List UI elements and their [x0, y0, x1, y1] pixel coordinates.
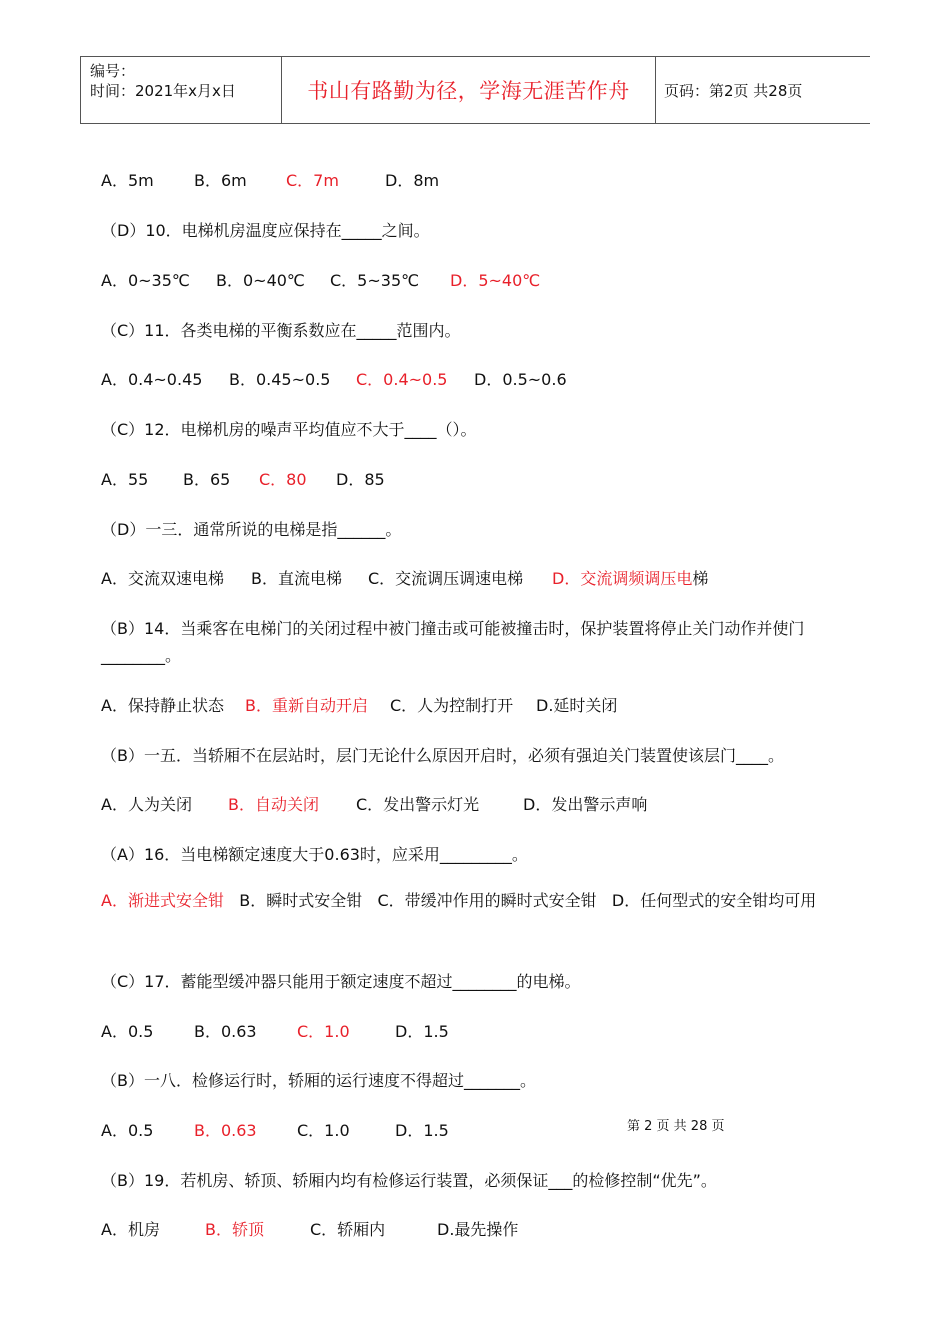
option-c: C．1.0	[297, 1121, 350, 1140]
option-b: B．0.63	[194, 1022, 257, 1041]
header-motto-cell	[282, 57, 656, 123]
option-a: A．保持静止状态	[101, 696, 224, 715]
question-stem-q11: （C）11．各类电梯的平衡系数应在_____范围内。	[101, 321, 461, 340]
option-c-answer: C．80	[259, 470, 307, 489]
options-q13	[101, 566, 708, 589]
options-q17	[101, 1019, 449, 1042]
option-d: D．0.5~0.6	[474, 370, 567, 389]
header-page-cell	[656, 57, 871, 123]
option-b: B．0~40℃	[216, 271, 305, 290]
option-d: D．1.5	[395, 1022, 449, 1041]
motto: 书山有路勤为径，学海无涯苦作舟	[307, 79, 630, 103]
option-c: C．发出警示灯光	[356, 795, 480, 814]
option-b-answer: B．自动关闭	[228, 795, 319, 814]
option-b: B．6m	[194, 171, 247, 190]
time-label: 时间：2021年x月x日	[90, 82, 236, 100]
option-a: A．55	[101, 470, 149, 489]
question-stem-q18: （B）一八．检修运行时，轿厢的运行速度不得超过_______。	[101, 1071, 536, 1090]
page-info: 页码：第2页 共28页	[664, 81, 803, 100]
question-stem-q17: （C）17．蓄能型缓冲器只能用于额定速度不超过________的电梯。	[101, 972, 581, 991]
option-b-answer: B．0.63	[194, 1121, 257, 1140]
option-a: A．机房	[101, 1220, 160, 1239]
options-q15	[101, 792, 647, 815]
option-a: A．0.4~0.45	[101, 370, 203, 389]
question-stem-q19: （B）19．若机房、轿顶、轿厢内均有检修运行装置，必须保证___的检修控制“优先”。	[101, 1171, 717, 1190]
options-q10	[101, 268, 540, 291]
question-stem-q10: （D）10．电梯机房温度应保持在_____之间。	[101, 221, 430, 240]
options-q18	[101, 1118, 449, 1141]
option-d: D．任何型式的安全钳均可用	[611, 891, 817, 910]
option-d-answer: D．5~40℃	[450, 271, 541, 290]
options-q16	[101, 887, 861, 914]
option-b: B．65	[183, 470, 231, 489]
option-a-answer: A．渐进式安全钳	[101, 891, 224, 910]
options-q9	[101, 168, 439, 191]
option-b: B．直流电梯	[251, 569, 342, 588]
option-c: C．带缓冲作用的瞬时式安全钳	[377, 891, 597, 910]
option-c-answer: C．7m	[286, 171, 339, 190]
option-b-answer: B．重新自动开启	[245, 696, 368, 715]
option-b-answer: B．轿顶	[205, 1220, 264, 1239]
option-a: A．5m	[101, 171, 154, 190]
number-label: 编号：	[90, 62, 136, 80]
option-b: B．瞬时式安全钳	[239, 891, 363, 910]
option-d-tail: 梯	[692, 569, 709, 588]
option-d: D.延时关闭	[536, 696, 618, 715]
option-c: C．人为控制打开	[390, 696, 514, 715]
option-a: A．交流双速电梯	[101, 569, 224, 588]
options-q14	[101, 693, 617, 716]
option-a: A．0.5	[101, 1022, 154, 1041]
options-q11	[101, 367, 567, 390]
question-stem-q16: （A）16．当电梯额定速度大于0.63时，应采用_________。	[101, 845, 528, 864]
option-d: D．8m	[385, 171, 440, 190]
options-q12	[101, 467, 385, 490]
option-c: C．轿厢内	[310, 1220, 386, 1239]
option-d: D．85	[336, 470, 385, 489]
option-d-answer: D．交流调频调压电	[552, 569, 693, 588]
question-stem-q13: （D）一三．通常所说的电梯是指______。	[101, 520, 402, 539]
option-c: C．5~35℃	[330, 271, 420, 290]
option-c: C．交流调压调速电梯	[368, 569, 524, 588]
question-stem-q14: （B）14．当乘客在电梯门的关闭过程中被门撞击或可能被撞击时，保护装置将停止关门动作并使门________。	[101, 619, 805, 665]
document-header	[80, 56, 870, 124]
option-a: A．人为关闭	[101, 795, 192, 814]
option-c-answer: C．0.4~0.5	[356, 370, 448, 389]
option-c-answer: C．1.0	[297, 1022, 350, 1041]
option-d: D．1.5	[395, 1121, 449, 1140]
option-b: B．0.45~0.5	[229, 370, 331, 389]
question-stem-q15: （B）一五．当轿厢不在层站时，层门无论什么原因开启时，必须有强迫关门装置使该层门____。	[101, 746, 784, 765]
header-meta	[81, 57, 282, 123]
options-q19	[101, 1217, 518, 1240]
footer-page-number: 第 2 页 共 28 页	[627, 1119, 725, 1134]
option-a: A．0~35℃	[101, 271, 190, 290]
option-d: D.最先操作	[437, 1220, 519, 1239]
option-a: A．0.5	[101, 1121, 154, 1140]
question-stem-q12: （C）12．电梯机房的噪声平均值应不大于____（）。	[101, 420, 477, 439]
option-d: D．发出警示声响	[523, 795, 648, 814]
